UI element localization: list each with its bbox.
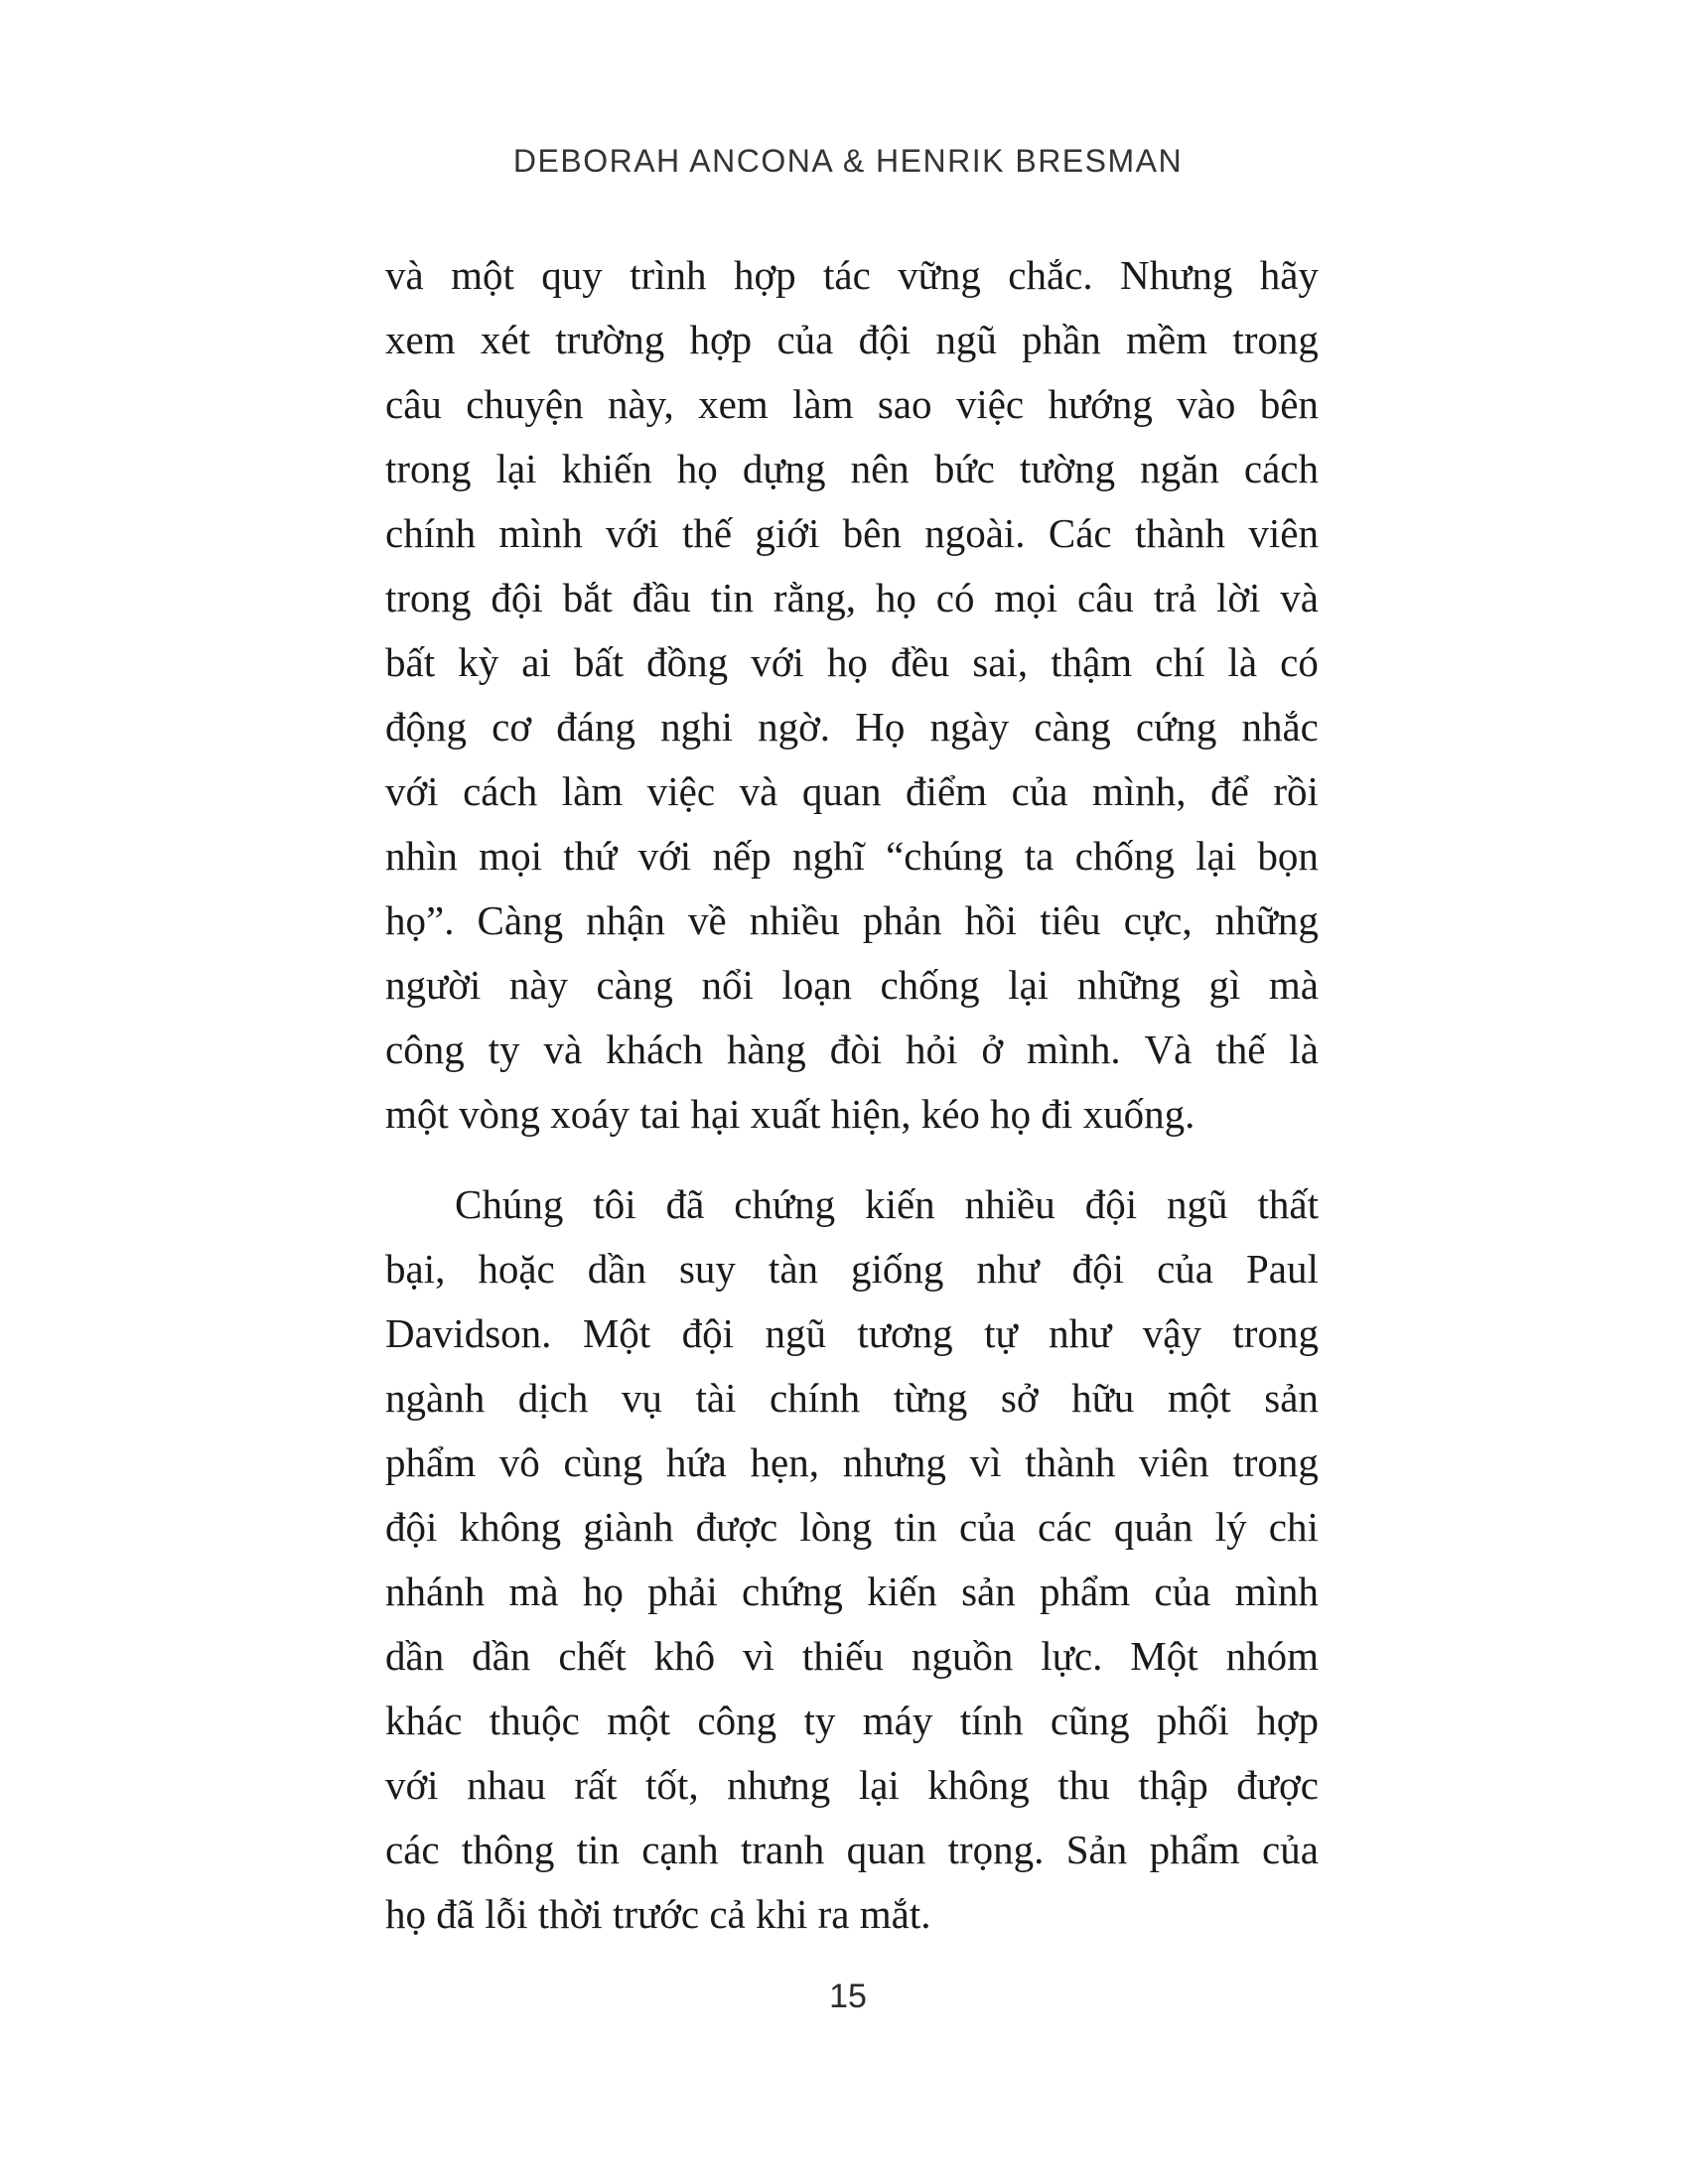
word: phẩm: [1149, 1827, 1240, 1872]
word: từng: [893, 1375, 968, 1421]
word: và: [739, 768, 778, 814]
word: họ: [582, 1569, 624, 1614]
word: trình: [630, 252, 707, 298]
word: nhiều: [964, 1181, 1055, 1227]
word: ai: [521, 639, 551, 685]
word: vô: [498, 1439, 540, 1485]
word: thậm: [1051, 639, 1133, 685]
word: vì: [969, 1439, 1002, 1485]
word: thành: [1134, 510, 1226, 556]
word: xem: [698, 381, 769, 427]
word: quản: [1113, 1504, 1194, 1550]
word: phản: [862, 897, 942, 943]
word: những: [1214, 897, 1319, 943]
word: bất: [573, 639, 625, 685]
word: nghi: [660, 704, 733, 750]
word: trả: [1153, 575, 1197, 620]
word: xem: [385, 317, 456, 362]
word: với: [385, 768, 439, 814]
text-line: [385, 1237, 1319, 1301]
text-line: [385, 1018, 1319, 1082]
word: ngoài.: [924, 510, 1026, 556]
word: quan: [801, 768, 882, 814]
word: tự: [984, 1310, 1018, 1356]
word: hứa: [665, 1439, 727, 1485]
word: dịch: [517, 1375, 589, 1421]
word: mọi: [479, 833, 542, 879]
word: viên: [1248, 510, 1319, 556]
word: Nhưng: [1120, 252, 1233, 298]
word: Sản: [1065, 1827, 1128, 1872]
word: ty: [803, 1698, 836, 1743]
word: rằng,: [773, 575, 857, 620]
word: bên: [1259, 381, 1319, 427]
word: vì: [743, 1633, 774, 1679]
text-line: [385, 1560, 1319, 1624]
word: xét: [480, 317, 530, 362]
word: những: [1076, 962, 1181, 1008]
word: giới: [755, 510, 820, 556]
word: là: [1227, 639, 1258, 685]
word: quy: [541, 252, 603, 298]
word: lý: [1214, 1504, 1247, 1550]
word: sai,: [972, 639, 1029, 685]
word: với: [606, 510, 659, 556]
word: khô: [653, 1633, 716, 1679]
text-line: [385, 888, 1319, 953]
word: nhìn: [385, 833, 458, 879]
word: phẩm: [1040, 1569, 1131, 1614]
word: này,: [607, 381, 674, 427]
word: về: [687, 897, 727, 943]
word: câu: [385, 381, 442, 427]
word: Chúng: [455, 1181, 564, 1227]
word: chết: [558, 1633, 627, 1679]
word: cơ: [492, 704, 532, 750]
word: thập: [1138, 1762, 1208, 1808]
word: điểm: [906, 768, 988, 814]
word: hàng: [727, 1026, 806, 1072]
word: bất: [385, 639, 436, 685]
word: thuộc: [489, 1698, 580, 1743]
text-line: họ đã lỗi thời trước cả khi ra mắt.: [385, 1891, 931, 1937]
text-line: [385, 308, 1319, 372]
word: Họ: [855, 704, 906, 750]
word: để: [1210, 768, 1249, 814]
word: ở: [981, 1026, 1004, 1072]
word: vào: [1177, 381, 1236, 427]
word: mọi: [994, 575, 1058, 620]
word: thiếu: [801, 1633, 884, 1679]
word: hợp: [1256, 1698, 1319, 1743]
word: chính: [770, 1375, 861, 1421]
word: nghĩ: [791, 833, 865, 879]
word: mà: [508, 1569, 559, 1614]
word: tài: [695, 1375, 737, 1421]
word: mà: [1268, 962, 1319, 1008]
word: thu: [1057, 1762, 1110, 1808]
word: ngũ: [935, 317, 997, 362]
word: việc: [646, 768, 716, 814]
word: sao: [877, 381, 932, 427]
word: Paul: [1245, 1246, 1319, 1292]
word: họ”.: [385, 897, 455, 943]
word: Càng: [477, 897, 564, 943]
word: không: [927, 1762, 1030, 1808]
word: phần: [1022, 317, 1101, 362]
word: tin: [894, 1504, 937, 1550]
text-line: [385, 501, 1319, 566]
word: chứng: [742, 1569, 843, 1614]
word: dần: [472, 1633, 531, 1679]
word: phối: [1157, 1698, 1229, 1743]
word: hẹn,: [750, 1439, 819, 1485]
word: khiến: [561, 446, 652, 491]
word: đội: [858, 317, 912, 362]
word: như: [1049, 1310, 1112, 1356]
word: tiêu: [1040, 897, 1101, 943]
word: lại: [1008, 962, 1050, 1008]
word: thất: [1257, 1181, 1319, 1227]
word: chắc.: [1008, 252, 1093, 298]
word: của: [1157, 1246, 1213, 1292]
word: bên: [842, 510, 902, 556]
word: mình: [498, 510, 583, 556]
text-line: [385, 759, 1319, 824]
word: máy: [862, 1698, 933, 1743]
word: mình: [1234, 1569, 1319, 1614]
word: kiến: [865, 1181, 935, 1227]
page-number: 15: [829, 1978, 867, 2015]
word: người: [385, 962, 482, 1008]
text-line: [385, 566, 1319, 630]
word: nếp: [712, 833, 772, 879]
text-line: [385, 695, 1319, 759]
word: là: [1289, 1026, 1319, 1072]
word: gì: [1208, 962, 1241, 1008]
word: “chúng: [886, 833, 1004, 879]
word: hoặc: [478, 1246, 555, 1292]
text-line: [385, 372, 1319, 437]
word: ngăn: [1140, 446, 1219, 491]
word: ngành: [385, 1375, 486, 1421]
word: ngũ: [1167, 1181, 1228, 1227]
word: sản: [1264, 1375, 1319, 1421]
word: công: [697, 1698, 777, 1743]
text-line: một vòng xoáy tai hại xuất hiện, kéo họ đi xuống.: [385, 1091, 1196, 1137]
word: với: [385, 1762, 439, 1808]
word: Một: [1130, 1633, 1198, 1679]
word: kiến: [867, 1569, 937, 1614]
word: tốt,: [645, 1762, 699, 1808]
word: cực,: [1123, 897, 1193, 943]
word: khác: [385, 1698, 463, 1743]
word: trong: [1232, 1439, 1319, 1485]
word: câu: [1077, 575, 1134, 620]
word: một: [1167, 1375, 1231, 1421]
word: rất: [574, 1762, 618, 1808]
word: bắt: [562, 575, 613, 620]
word: và: [543, 1026, 583, 1072]
word: ngày: [929, 704, 1010, 750]
word: của: [1262, 1827, 1319, 1872]
word: cách: [463, 768, 538, 814]
word: lòng: [799, 1504, 873, 1550]
word: nhận: [586, 897, 665, 943]
word: việc: [955, 381, 1025, 427]
word: mềm: [1126, 317, 1208, 362]
word: cùng: [563, 1439, 643, 1485]
running-header: DEBORAH ANCONA & HENRIK BRESMAN: [512, 143, 1184, 179]
word: tương: [857, 1310, 953, 1356]
word: làm: [792, 381, 854, 427]
word: vậy: [1142, 1310, 1201, 1356]
word: lại: [495, 446, 537, 491]
text-line: [385, 1301, 1319, 1366]
text-line: [385, 824, 1319, 888]
word: chí: [1155, 639, 1205, 685]
text-line: [385, 1431, 1319, 1495]
word: sản: [961, 1569, 1016, 1614]
text-line: [385, 1624, 1319, 1689]
page-body: [385, 243, 1319, 1947]
word: dần: [385, 1633, 445, 1679]
word: thế: [681, 510, 733, 556]
text-line: [385, 630, 1319, 695]
word: một: [607, 1698, 671, 1743]
word: tin: [576, 1827, 620, 1872]
word: họ: [826, 639, 868, 685]
word: nhau: [467, 1762, 546, 1808]
text-line: [385, 1689, 1319, 1753]
word: dựng: [742, 446, 826, 491]
word: chứng: [734, 1181, 836, 1227]
word: vững: [898, 252, 981, 298]
word: có: [935, 575, 975, 620]
body-paragraph: [385, 243, 1319, 1147]
word: hữu: [1071, 1375, 1135, 1421]
word: đáng: [556, 704, 635, 750]
word: nhóm: [1225, 1633, 1319, 1679]
word: các: [385, 1827, 440, 1872]
text-line: [385, 1495, 1319, 1560]
word: tranh: [741, 1827, 825, 1872]
word: nhắc: [1241, 704, 1319, 750]
word: ty: [488, 1026, 520, 1072]
word: kỳ: [458, 639, 499, 685]
word: hợp: [733, 252, 796, 298]
word: được: [695, 1504, 778, 1550]
word: các: [1038, 1504, 1092, 1550]
word: đội: [491, 575, 543, 620]
word: bọn: [1257, 833, 1319, 879]
word: có: [1280, 639, 1319, 685]
word: hỏi: [906, 1026, 958, 1072]
word: nhưng: [727, 1762, 831, 1808]
word: lực.: [1041, 1633, 1103, 1679]
word: bức: [933, 446, 995, 491]
word: mình.: [1027, 1026, 1121, 1072]
word: Davidson.: [385, 1310, 552, 1356]
word: đòi: [829, 1026, 883, 1072]
word: đồng: [646, 639, 729, 685]
word: nhánh: [385, 1569, 486, 1614]
word: nhưng: [842, 1439, 946, 1485]
word: hồi: [964, 897, 1018, 943]
word: giống: [851, 1246, 944, 1292]
word: chuyện: [466, 381, 584, 427]
text-line: [385, 953, 1319, 1018]
word: thành: [1025, 1439, 1116, 1485]
word: động: [385, 704, 467, 750]
word: làm: [561, 768, 624, 814]
word: và: [385, 252, 424, 298]
word: một: [451, 252, 514, 298]
word: của: [958, 1504, 1016, 1550]
word: đội: [681, 1310, 735, 1356]
word: tường: [1019, 446, 1116, 491]
word: chính: [385, 510, 477, 556]
word: ta: [1024, 833, 1055, 879]
word: loạn: [781, 962, 852, 1008]
word: nên: [850, 446, 910, 491]
word: được: [1236, 1762, 1319, 1808]
word: nguồn: [911, 1633, 1014, 1679]
word: đội: [385, 1504, 438, 1550]
word: cách: [1243, 446, 1319, 491]
word: chống: [1074, 833, 1175, 879]
word: này: [508, 962, 569, 1008]
word: giành: [583, 1504, 674, 1550]
word: bại,: [385, 1246, 446, 1292]
word: với: [637, 833, 692, 879]
word: nhiều: [749, 897, 840, 943]
word: ngờ.: [758, 704, 831, 750]
word: đã: [665, 1181, 705, 1227]
word: tàn: [768, 1246, 819, 1292]
word: công: [385, 1026, 465, 1072]
word: họ: [875, 575, 916, 620]
word: mình,: [1092, 768, 1187, 814]
word: ngũ: [765, 1310, 826, 1356]
word: rồi: [1273, 768, 1319, 814]
word: với: [751, 639, 804, 685]
word: thế: [1215, 1026, 1266, 1072]
word: thông: [461, 1827, 555, 1872]
word: trong: [1232, 317, 1319, 362]
word: lại: [1196, 833, 1237, 879]
word: họ: [676, 446, 718, 491]
word: vụ: [621, 1375, 662, 1421]
word: trong: [385, 575, 472, 620]
word: không: [459, 1504, 562, 1550]
word: hãy: [1259, 252, 1319, 298]
word: tôi: [593, 1181, 636, 1227]
word: suy: [678, 1246, 736, 1292]
text-line: [385, 437, 1319, 501]
word: của: [1011, 768, 1068, 814]
word: đội: [1084, 1181, 1138, 1227]
word: sở: [1000, 1375, 1039, 1421]
word: khách: [606, 1026, 704, 1072]
word: quan: [846, 1827, 926, 1872]
word: hợp: [689, 317, 753, 362]
word: dần: [587, 1246, 646, 1292]
text-line: [385, 1172, 1319, 1237]
word: đội: [1071, 1246, 1125, 1292]
word: càng: [596, 962, 673, 1008]
word: phải: [647, 1569, 718, 1614]
word: cũng: [1050, 1698, 1130, 1743]
word: trọng.: [947, 1827, 1045, 1872]
word: thứ: [563, 833, 618, 879]
word: lại: [858, 1762, 900, 1808]
body-paragraph: [385, 1172, 1319, 1947]
word: Các: [1048, 510, 1112, 556]
word: viên: [1139, 1439, 1209, 1485]
text-line: [385, 243, 1319, 308]
word: cứng: [1135, 704, 1217, 750]
text-line: [385, 1366, 1319, 1431]
text-line: [385, 1818, 1319, 1882]
word: lời: [1215, 575, 1261, 620]
word: nổi: [701, 962, 754, 1008]
word: phẩm: [385, 1439, 477, 1485]
word: trường: [555, 317, 665, 362]
word: tác: [823, 252, 871, 298]
word: Và: [1144, 1026, 1193, 1072]
word: hướng: [1048, 381, 1153, 427]
word: càng: [1034, 704, 1111, 750]
word: và: [1280, 575, 1319, 620]
word: tin: [710, 575, 755, 620]
text-line: [385, 1753, 1319, 1818]
word: tính: [959, 1698, 1024, 1743]
word: chống: [880, 962, 980, 1008]
word: đều: [891, 639, 950, 685]
word: của: [1154, 1569, 1211, 1614]
word: như: [976, 1246, 1040, 1292]
word: trong: [385, 446, 472, 491]
word: trong: [1232, 1310, 1319, 1356]
word: đầu: [632, 575, 691, 620]
word: cạnh: [641, 1827, 719, 1872]
word: Một: [582, 1310, 651, 1356]
word: của: [776, 317, 834, 362]
word: chi: [1268, 1504, 1319, 1550]
